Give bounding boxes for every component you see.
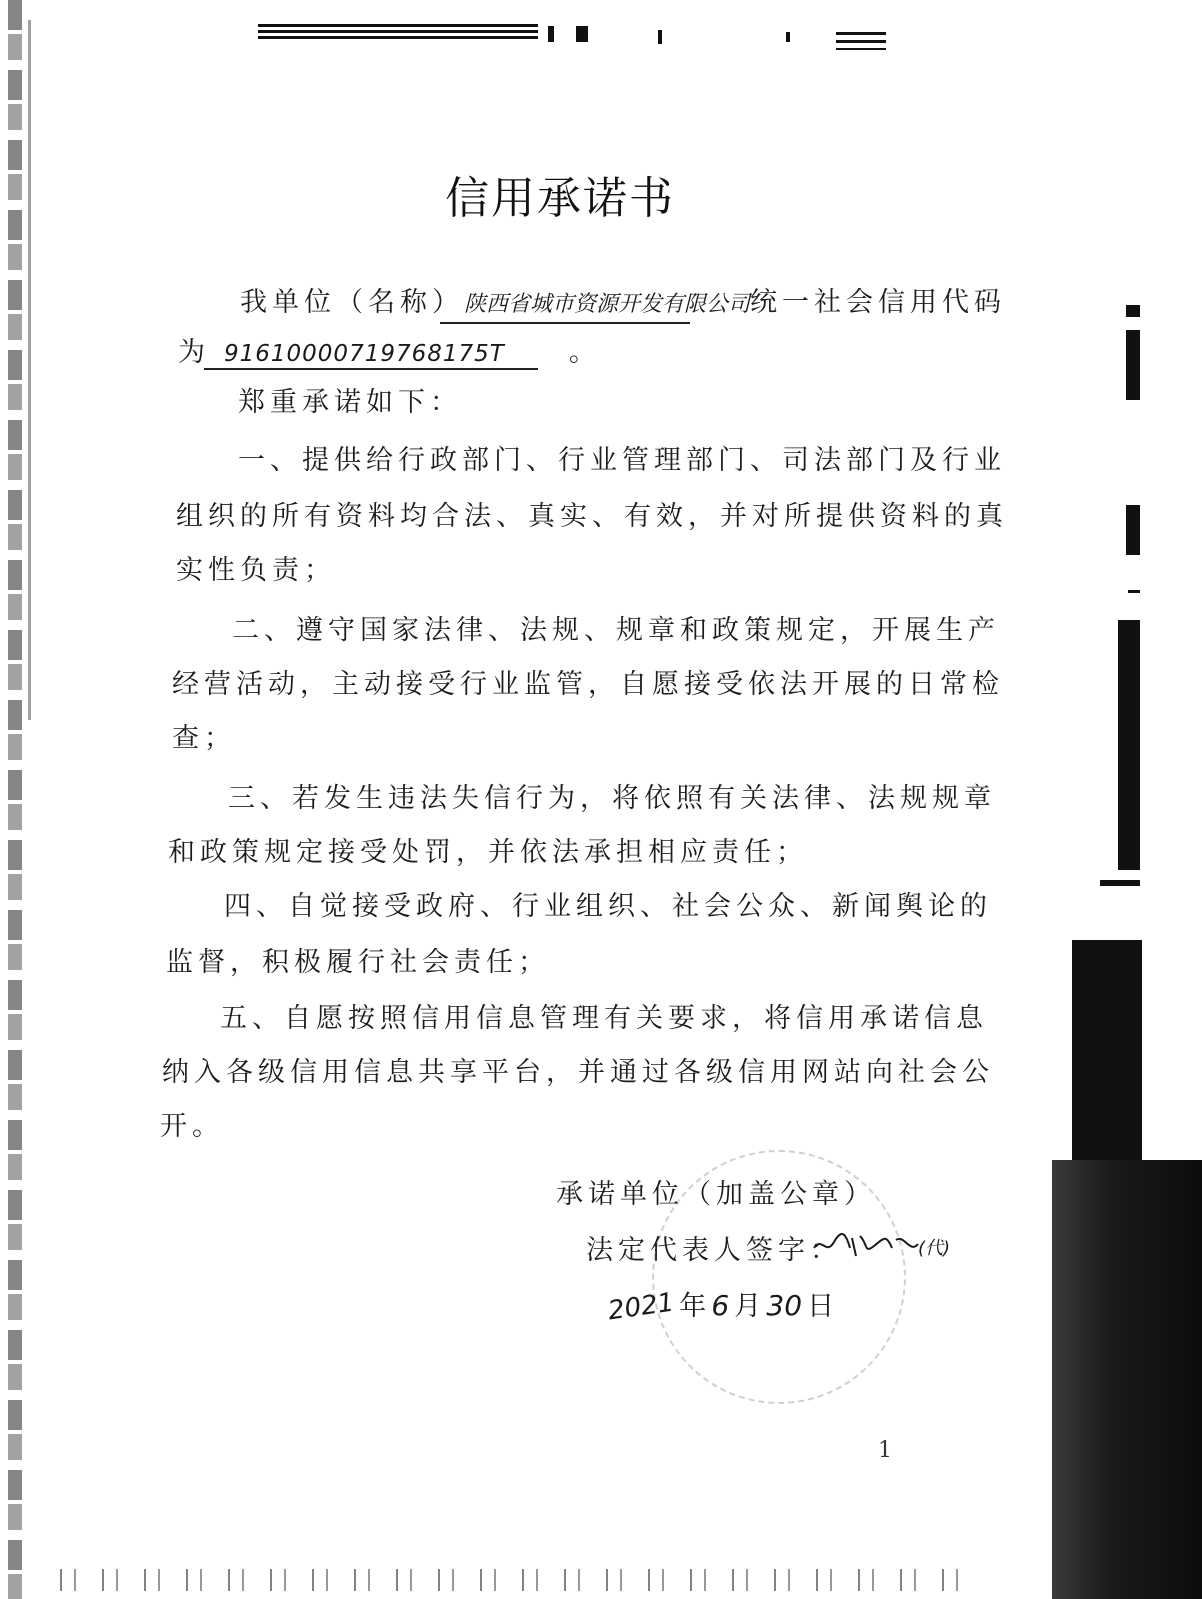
company-name-underline [440,322,690,324]
date-month: 6 [711,1289,730,1322]
rep-label-text: 法定代表人签字： [586,1235,842,1266]
item-3-line-2: 和政策规定接受处罚，并依法承担相应责任； [168,837,808,868]
item-4-line-2: 监督，积极履行社会责任； [166,947,550,978]
code-suffix: 。 [568,337,601,368]
scan-dark-corner [1052,1160,1202,1599]
item-1-line-3: 实性负责； [176,555,336,586]
page-number: 1 [878,1438,892,1463]
scan-dark-block [1072,940,1142,1170]
intro-line-1 [240,280,1006,319]
scan-edge-left-line [28,20,31,720]
intro-prefix: 我单位（名称） [240,287,464,318]
scan-edge-left [8,0,22,1599]
intro-line-2 [178,330,601,369]
credit-code-underline [204,368,538,370]
intro-line-3: 郑重承诺如下： [238,387,462,418]
company-name-handwritten: 陕西省城市资源开发有限公司 [464,292,751,317]
representative-signature [812,1226,932,1266]
signoff-date [606,1284,835,1327]
item-2-line-3: 查； [172,723,236,754]
rep-suffix: (代) [918,1238,951,1259]
date-month-label: 月 [734,1291,762,1322]
intro-suffix: 统一社会信用代码 [750,287,1007,318]
item-1-line-2: 组织的所有资料均合法、真实、有效，并对所提供资料的真 [176,501,1008,532]
item-2-line-1: 二、遵守国家法律、法规、规章和政策规定，开展生产 [232,615,1000,646]
item-1-line-1: 一、提供给行政部门、行业管理部门、司法部门及行业 [238,445,1006,476]
document-title: 信用承诺书 [445,173,675,224]
date-year-label: 年 [679,1291,707,1322]
credit-code-handwritten: 91610000719768175T [224,341,505,367]
item-3-line-1: 三、若发生违法失信行为，将依照有关法律、法规规章 [228,783,996,814]
signoff-unit-label: 承诺单位（加盖公章） [556,1179,876,1210]
date-day-label: 日 [807,1291,835,1322]
code-prefix: 为 [178,337,210,368]
item-2-line-2: 经营活动，主动接受行业监管，自愿接受依法开展的日常检 [172,669,1004,700]
item-5-line-1: 五、自愿按照信用信息管理有关要求，将信用承诺信息 [220,1003,988,1034]
item-4-line-1: 四、自觉接受政府、行业组织、社会公众、新闻舆论的 [224,891,992,922]
signoff-rep-label [586,1228,842,1267]
date-year: 2021 [606,1287,676,1327]
scan-edge-bottom [60,1569,960,1591]
date-day: 30 [766,1289,803,1322]
scan-edge-top [258,22,898,52]
item-5-line-2: 纳入各级信用信息共享平台，并通过各级信用网站向社会公 [162,1057,994,1088]
item-5-line-3: 开。 [160,1111,224,1142]
